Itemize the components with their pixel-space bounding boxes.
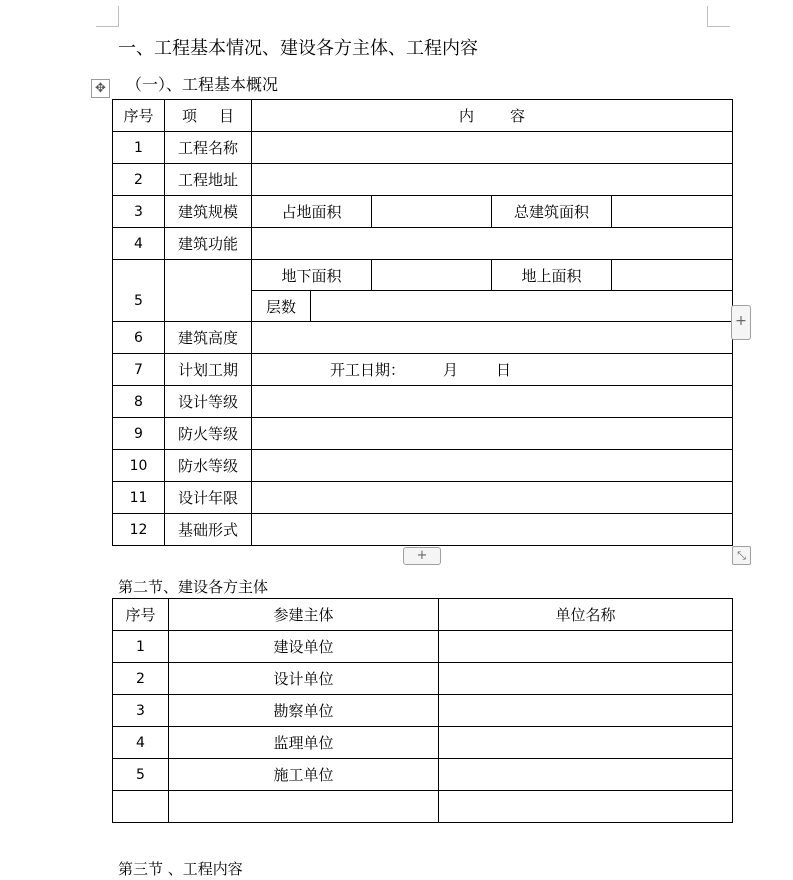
row-no: 2 — [113, 164, 165, 196]
row-item: 工程名称 — [165, 132, 252, 164]
add-column-button[interactable]: + — [731, 305, 751, 340]
day-label: 日 — [496, 361, 512, 379]
row-unit-cell[interactable] — [439, 695, 733, 727]
row-no: 5 — [113, 260, 165, 322]
row-item — [165, 260, 252, 322]
section3-title: 第三节 、工程内容 — [118, 860, 243, 878]
section1-title: （一）、工程基本概况 — [126, 75, 279, 94]
row-item: 防水等级 — [165, 450, 252, 482]
header-content: 内 容 — [252, 100, 733, 132]
table-header-row — [113, 599, 733, 631]
floors-label: 层数 — [252, 291, 311, 322]
row-value-cell[interactable] — [252, 132, 733, 164]
table-row — [113, 132, 733, 164]
row-no: 6 — [113, 322, 165, 354]
row-party: 建设单位 — [169, 631, 439, 663]
underground-area-label: 地下面积 — [252, 260, 372, 291]
page-corner-marker-right — [707, 6, 730, 27]
row-unit-cell[interactable] — [439, 631, 733, 663]
start-date-label: 开工日期： — [330, 361, 406, 379]
row-value-cell[interactable] — [252, 418, 733, 450]
parties-table — [112, 598, 733, 823]
table-row — [113, 260, 733, 291]
empty-cell[interactable] — [439, 791, 733, 823]
row-party: 勘察单位 — [169, 695, 439, 727]
row-party: 设计单位 — [169, 663, 439, 695]
row-item: 基础形式 — [165, 514, 252, 546]
table-move-icon[interactable]: ✥ — [91, 79, 110, 98]
total-area-label: 总建筑面积 — [492, 196, 612, 228]
row-value-cell[interactable] — [252, 164, 733, 196]
section2-title: 第二节、建设各方主体 — [118, 578, 269, 596]
row-unit-cell[interactable] — [439, 727, 733, 759]
empty-cell[interactable] — [113, 791, 169, 823]
row-no: 11 — [113, 482, 165, 514]
row-no: 1 — [113, 631, 169, 663]
table-row — [113, 727, 733, 759]
row-no: 1 — [113, 132, 165, 164]
add-row-button[interactable]: + — [403, 547, 441, 565]
floors-value-cell[interactable] — [311, 291, 733, 322]
row-no: 5 — [113, 759, 169, 791]
row-no: 12 — [113, 514, 165, 546]
row-no: 4 — [113, 228, 165, 260]
row-item: 计划工期 — [165, 354, 252, 386]
schedule-value-cell[interactable] — [252, 354, 733, 386]
table-header-row — [113, 100, 733, 132]
table-row — [113, 663, 733, 695]
row-item: 工程地址 — [165, 164, 252, 196]
row-no: 3 — [113, 196, 165, 228]
page-corner-marker-left — [96, 6, 119, 27]
row-value-cell[interactable] — [252, 482, 733, 514]
row-item: 建筑规模 — [165, 196, 252, 228]
header-party: 参建主体 — [169, 599, 439, 631]
header-item: 项 目 — [165, 100, 252, 132]
row-unit-cell[interactable] — [439, 663, 733, 695]
table-row — [113, 196, 733, 228]
row-no: 2 — [113, 663, 169, 695]
header-no: 序号 — [113, 100, 165, 132]
underground-area-value-cell[interactable] — [372, 260, 492, 291]
row-value-cell[interactable] — [252, 514, 733, 546]
table-row — [113, 322, 733, 354]
header-unit: 单位名称 — [439, 599, 733, 631]
table-resize-icon[interactable]: ⤡ — [732, 546, 751, 565]
table-row — [113, 514, 733, 546]
row-no: 4 — [113, 727, 169, 759]
aboveground-area-value-cell[interactable] — [612, 260, 733, 291]
document-heading: 一、工程基本情况、建设各方主体、工程内容 — [118, 38, 478, 59]
table-row — [113, 418, 733, 450]
header-no: 序号 — [113, 599, 169, 631]
table-row — [113, 695, 733, 727]
row-no: 7 — [113, 354, 165, 386]
total-area-value-cell[interactable] — [612, 196, 733, 228]
row-value-cell[interactable] — [252, 386, 733, 418]
row-unit-cell[interactable] — [439, 759, 733, 791]
table-row — [113, 759, 733, 791]
month-label: 月 — [443, 361, 459, 379]
row-item: 设计等级 — [165, 386, 252, 418]
row-item: 设计年限 — [165, 482, 252, 514]
row-no: 3 — [113, 695, 169, 727]
row-item: 建筑功能 — [165, 228, 252, 260]
empty-cell[interactable] — [169, 791, 439, 823]
land-area-value-cell[interactable] — [372, 196, 492, 228]
table-row — [113, 386, 733, 418]
row-party: 施工单位 — [169, 759, 439, 791]
row-no: 9 — [113, 418, 165, 450]
row-party: 监理单位 — [169, 727, 439, 759]
aboveground-area-label: 地上面积 — [492, 260, 612, 291]
land-area-label: 占地面积 — [252, 196, 372, 228]
table-row — [113, 791, 733, 823]
project-overview-table — [112, 99, 733, 546]
row-no: 8 — [113, 386, 165, 418]
row-no: 10 — [113, 450, 165, 482]
table-row — [113, 164, 733, 196]
table-row — [113, 631, 733, 663]
table-row — [113, 482, 733, 514]
row-item: 防火等级 — [165, 418, 252, 450]
table-row — [113, 354, 733, 386]
table-row — [113, 228, 733, 260]
row-value-cell[interactable] — [252, 322, 733, 354]
table-row — [113, 450, 733, 482]
row-value-cell[interactable] — [252, 450, 733, 482]
row-item: 建筑高度 — [165, 322, 252, 354]
row-value-cell[interactable] — [252, 228, 733, 260]
